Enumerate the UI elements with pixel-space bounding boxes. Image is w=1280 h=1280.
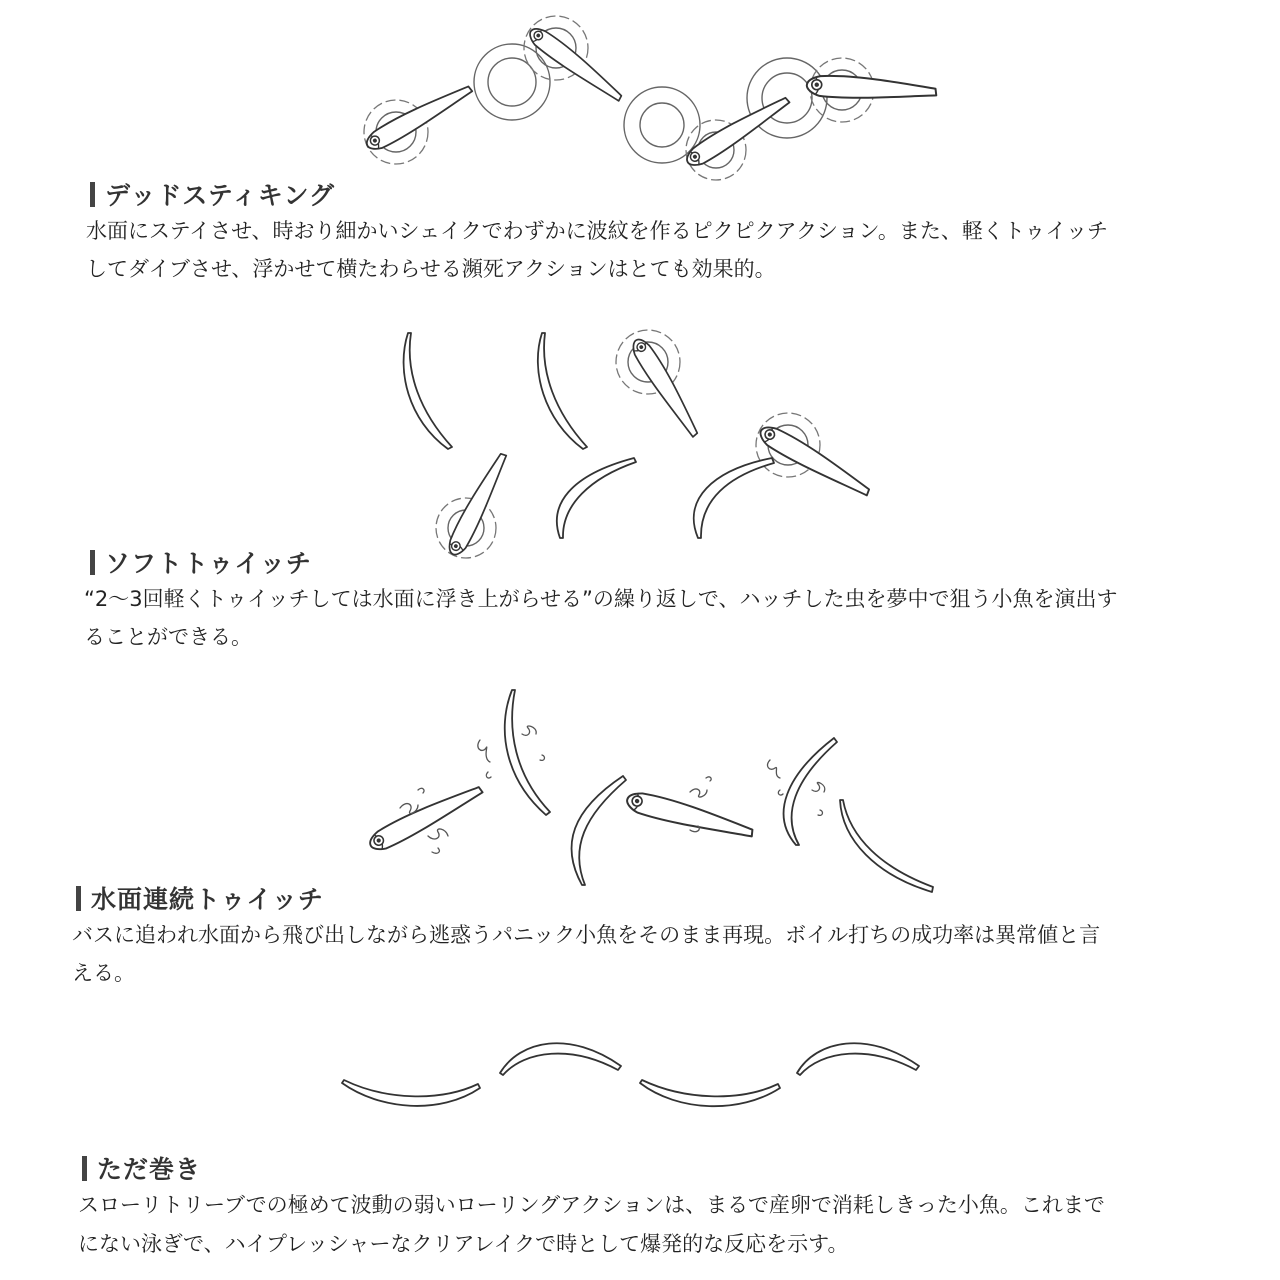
lure-figures-1 (363, 24, 937, 171)
heading-bar (90, 550, 95, 575)
lure-figures-2 (404, 333, 874, 558)
section-title: 水面連続トゥイッチ (91, 885, 324, 914)
surface-twitch-illustration (360, 680, 950, 900)
soft-twitch-illustration (380, 320, 900, 560)
dead-sticking-illustration (350, 10, 950, 185)
section-description-line: バスに追われ水面から飛び出しながら逃惑うパニック小魚をそのまま再現。ボイル打ちの成功率は異常値と言 (72, 923, 1101, 947)
heading-bar (82, 1156, 87, 1181)
section-heading (76, 880, 324, 916)
section-heading (90, 544, 312, 580)
section-description-line: 水面にステイさせ、時おり細かいシェイクでわずかに波紋を作るピクピクアクション。また、軽くトゥイッチ (86, 219, 1108, 243)
section-heading (90, 176, 335, 212)
ripple-rings-2 (436, 330, 820, 558)
section-description-line: スローリトリーブでの極めて波動の弱いローリングアクションは、まるで産卵で消耗しきった小魚。これまで (78, 1193, 1105, 1217)
section-heading (82, 1150, 201, 1186)
section-title: ソフトトゥイッチ (105, 549, 312, 578)
section-title: デッドスティキング (105, 181, 336, 210)
lure-figures-3 (366, 690, 933, 892)
heading-bar (90, 182, 95, 207)
section-description-line: “2～3回軽くトゥイッチしては水面に浮き上がらせる”の繰り返しで、ハッチした虫を夢中で狙う小魚を演出す (84, 587, 1118, 611)
section-title: ただ巻き (97, 1155, 202, 1184)
section-description-line: してダイブさせ、浮かせて横たわらせる瀕死アクションはとても効果的。 (86, 257, 776, 281)
lure-figures-4 (342, 1043, 919, 1106)
heading-bar (76, 886, 81, 911)
section-description-line: ることができる。 (84, 625, 252, 649)
straight-retrieve-illustration (330, 1020, 940, 1130)
section-description-line: える。 (72, 961, 135, 985)
section-description-line: にない泳ぎで、ハイプレッシャーなクリアレイクで時として爆発的な反応を示す。 (78, 1232, 849, 1256)
